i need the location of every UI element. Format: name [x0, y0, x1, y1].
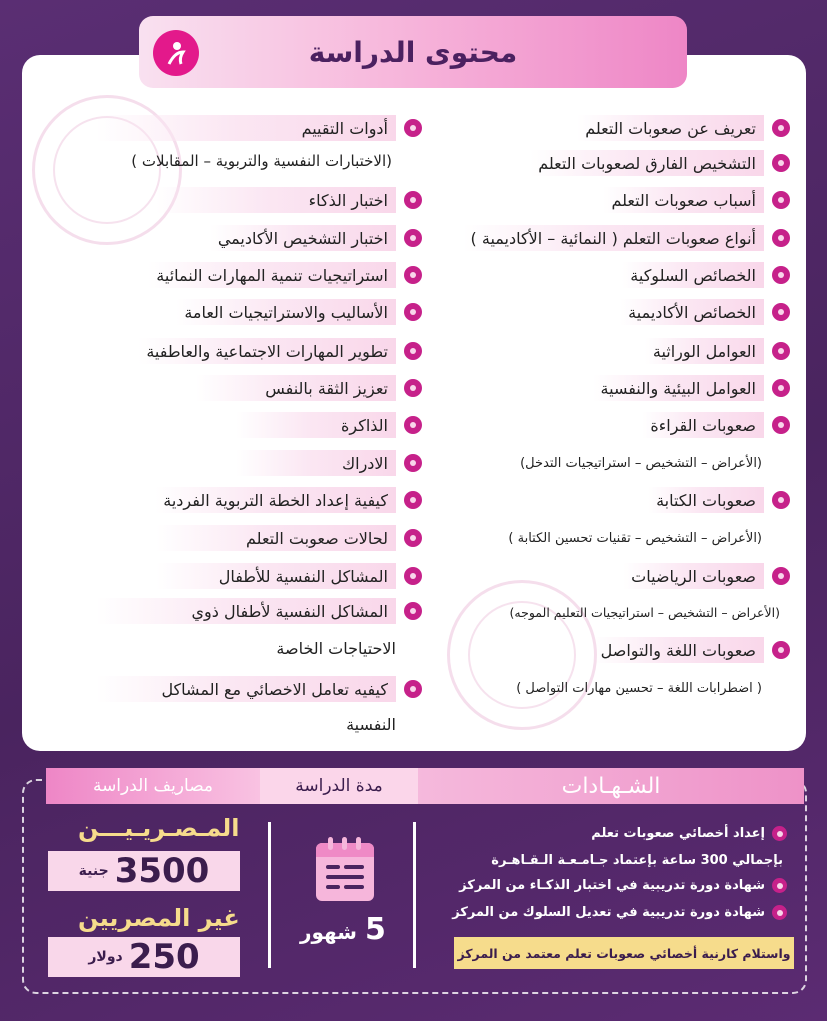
list-subtext: (الاختبارات النفسية والتربوية – المقابلات ) — [131, 152, 392, 170]
certificate-item: إعداد أخصائي صعوبات تعلم — [591, 826, 787, 841]
list-item: المشاكل النفسية للأطفال — [156, 562, 422, 590]
bullet-icon — [772, 379, 790, 397]
list-subtext: (الأعراض – التشخيص – استراتيجيات التعليم الموجه) — [509, 605, 780, 620]
list-item: التشخيص الفارق لصعوبات التعلم — [530, 149, 790, 177]
bullet-icon — [772, 491, 790, 509]
list-item: الخصائص السلوكية — [622, 261, 790, 289]
bullet-icon — [772, 119, 790, 137]
bullet-icon — [404, 342, 422, 360]
divider — [268, 822, 271, 968]
list-item: كيفيه تعامل الاخصائي مع المشاكل — [96, 675, 422, 703]
list-item: أدوات التقييم — [96, 114, 422, 142]
card-note-banner: واستلام كارنية أخصائي صعوبات تعلم معتمد من المركز — [454, 937, 794, 969]
bullet-icon — [404, 416, 422, 434]
left-column — [22, 55, 422, 751]
page-title: محتوى الدراسة — [308, 35, 518, 69]
bullet-icon — [404, 602, 422, 620]
bullet-icon — [404, 454, 422, 472]
calendar-icon — [316, 843, 374, 901]
list-item: صعوبات الكتابة — [648, 486, 790, 514]
bullet-icon — [772, 154, 790, 172]
duration-header: مدة الدراسة — [295, 776, 383, 796]
bullet-icon — [772, 905, 787, 920]
certificates-header: الشـهـادات — [418, 768, 804, 804]
bullet-icon — [404, 379, 422, 397]
divider — [413, 822, 416, 968]
bullet-icon — [772, 229, 790, 247]
bullet-icon — [772, 878, 787, 893]
list-item: اختبار الذكاء — [156, 186, 422, 214]
right-column — [422, 55, 806, 751]
fees-header: مصاريف الدراسة — [46, 768, 260, 804]
list-item: تعزيز الثقة بالنفس — [196, 374, 422, 402]
bullet-icon — [404, 491, 422, 509]
bullet-icon — [772, 416, 790, 434]
list-subtext: (الأعراض – التشخيص – استراتيجيات التدخل) — [520, 456, 762, 471]
logo-icon — [153, 30, 199, 76]
bullet-icon — [772, 266, 790, 284]
list-item: الادراك — [236, 449, 422, 477]
bullet-icon — [404, 680, 422, 698]
bullet-icon — [772, 826, 787, 841]
bullet-icon — [404, 119, 422, 137]
title-banner — [139, 16, 687, 88]
list-item: صعوبات الرياضيات — [623, 562, 790, 590]
bullet-icon — [404, 303, 422, 321]
foreigners-fee: 250 دولار — [48, 937, 240, 977]
foreigners-label: غير المصريين — [78, 904, 240, 932]
bullet-icon — [404, 567, 422, 585]
list-item: العوامل الوراثية — [645, 337, 790, 365]
list-item: أنواع صعوبات التعلم ( النمائية – الأكاديمية ) — [463, 224, 790, 252]
bullet-icon — [772, 342, 790, 360]
bullet-icon — [772, 191, 790, 209]
list-item: اختبار التشخيص الأكاديمي — [210, 224, 422, 252]
list-item: أسباب صعوبات التعلم — [603, 186, 790, 214]
list-item: الأساليب والاستراتيجيات العامة — [176, 298, 422, 326]
certificate-item: شهادة دورة تدريبية في تعديل السلوك من المركز — [452, 905, 787, 920]
list-item: الخصائص الأكاديمية — [620, 298, 790, 326]
duration-value: 5 شهور — [300, 912, 386, 947]
bullet-icon — [404, 191, 422, 209]
list-item: تعريف عن صعوبات التعلم — [577, 114, 790, 142]
list-item: الذاكرة — [236, 411, 422, 439]
egyptians-label: المـصـريـيـــن — [78, 814, 240, 842]
list-item: كيفية إعداد الخطة التربوية الفردية — [155, 486, 422, 514]
list-subtext: (الأعراض – التشخيص – تقنيات تحسين الكتابة ) — [508, 531, 762, 546]
list-item: صعوبات اللغة والتواصل — [593, 636, 790, 664]
bullet-icon — [772, 567, 790, 585]
bullet-icon — [772, 641, 790, 659]
study-content-panel — [22, 55, 806, 751]
list-item: تطوير المهارات الاجتماعية والعاطفية — [138, 337, 422, 365]
list-continuation: النفسية — [346, 715, 396, 734]
bullet-icon — [404, 229, 422, 247]
list-item: استراتيجيات تنمية المهارات النمائية — [148, 261, 422, 289]
list-item: المشاكل النفسية لأطفال ذوي — [96, 597, 422, 625]
list-item: العوامل البيئية والنفسية — [593, 374, 790, 402]
list-continuation: الاحتياجات الخاصة — [276, 639, 396, 658]
list-item: صعوبات القراءة — [642, 411, 790, 439]
bullet-icon — [772, 303, 790, 321]
certificate-item: شهادة دورة تدريبية في اختبار الذكـاء من المركز — [459, 878, 787, 893]
certificate-subtext: بإجمالي 300 ساعة بإعتماد جـامـعـة الـقـاهـرة — [491, 853, 783, 868]
bullet-icon — [404, 529, 422, 547]
list-subtext: ( اضطرابات اللغة – تحسين مهارات التواصل ) — [516, 681, 762, 696]
bullet-icon — [404, 266, 422, 284]
list-item: لحالات صعوبت التعلم — [156, 524, 422, 552]
egyptians-fee: 3500 جنية — [48, 851, 240, 891]
